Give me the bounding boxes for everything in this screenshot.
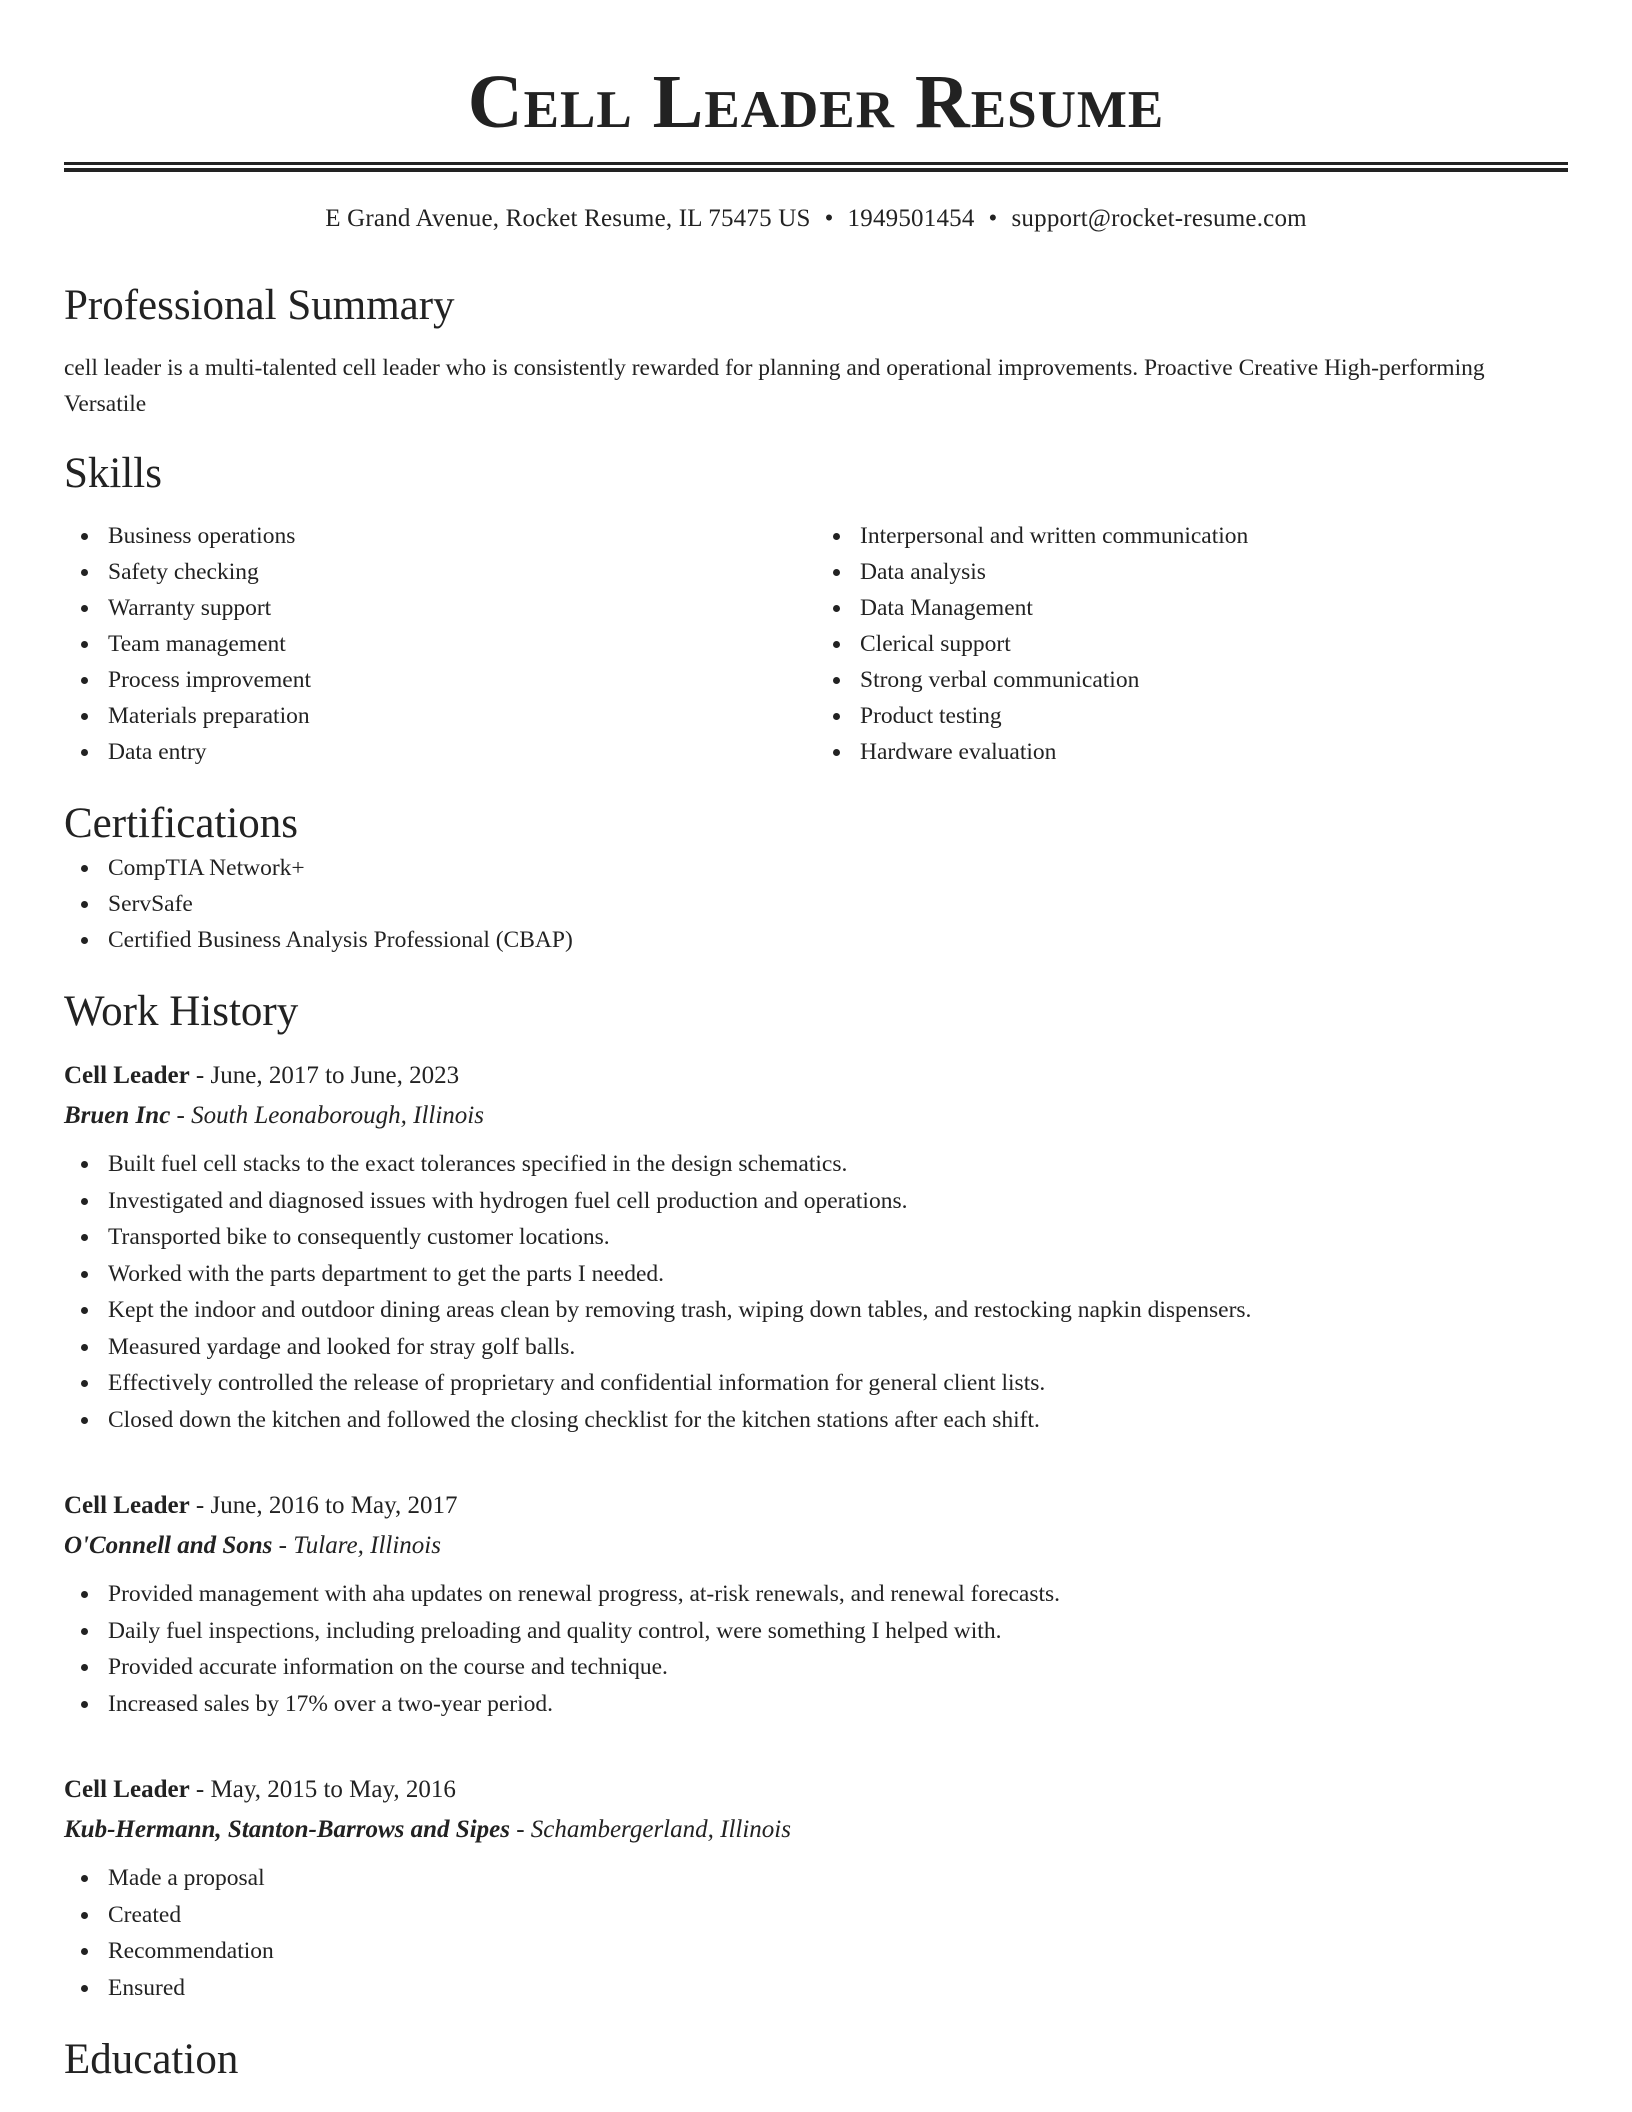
- job-employer-line: [64, 1526, 1568, 1566]
- contact-address: E Grand Avenue, Rocket Resume, IL 75475 US: [325, 205, 811, 232]
- skill-item: Clerical support: [816, 626, 1568, 662]
- certifications-heading: Certifications: [64, 800, 299, 847]
- job-duty: Increased sales by 17% over a two-year period.: [64, 1686, 1568, 1723]
- skills-list-right: [816, 518, 1568, 770]
- skill-item: Interpersonal and written communication: [816, 518, 1568, 554]
- job-duty: Investigated and diagnosed issues with hydrogen fuel cell production and operations.: [64, 1183, 1568, 1220]
- skill-item: Business operations: [64, 518, 816, 554]
- job-header: [64, 1056, 1568, 1096]
- job-duty: Made a proposal: [64, 1860, 1568, 1897]
- job-title: Cell Leader: [64, 1062, 190, 1089]
- job-duty: Closed down the kitchen and followed the closing checklist for the kitchen stations after each shift.: [64, 1402, 1568, 1439]
- job-duty: Built fuel cell stacks to the exact tolerances specified in the design schematics.: [64, 1146, 1568, 1183]
- job-title: Cell Leader: [64, 1776, 190, 1803]
- job-entry: [64, 1056, 1568, 1438]
- job-location: - South Leonaborough, Illinois: [170, 1102, 484, 1129]
- job-location: - Schambergerland, Illinois: [509, 1816, 791, 1843]
- job-duty: Transported bike to consequently customer locations.: [64, 1219, 1568, 1256]
- summary-heading: Professional Summary: [64, 282, 455, 329]
- certification-item: ServSafe: [64, 886, 1568, 922]
- skill-item: Data entry: [64, 734, 816, 770]
- resume-title: Cell Leader Resume: [467, 60, 1165, 144]
- job-dates: - May, 2015 to May, 2016: [189, 1776, 456, 1803]
- job-duties-list: [64, 1146, 1568, 1438]
- contact-separator: •: [824, 205, 834, 232]
- job-duty: Worked with the parts department to get the parts I needed.: [64, 1256, 1568, 1293]
- job-employer: O'Connell and Sons: [64, 1532, 273, 1559]
- skills-columns: [64, 518, 1568, 770]
- skill-item: Hardware evaluation: [816, 734, 1568, 770]
- job-dates: - June, 2016 to May, 2017: [189, 1492, 458, 1519]
- skill-item: Data Management: [816, 590, 1568, 626]
- skills-heading: Skills: [64, 450, 162, 497]
- skill-item: Product testing: [816, 698, 1568, 734]
- work-history-heading: Work History: [64, 988, 299, 1035]
- contact-email: support@rocket-resume.com: [1011, 205, 1307, 232]
- job-employer-line: [64, 1810, 1568, 1850]
- education-heading: Education: [64, 2036, 239, 2083]
- skill-item: Materials preparation: [64, 698, 816, 734]
- job-duty: Created: [64, 1897, 1568, 1934]
- job-duties-list: [64, 1860, 1568, 2006]
- job-duty: Kept the indoor and outdoor dining areas clean by removing trash, wiping down tables, and restocking napkin dispensers.: [64, 1292, 1568, 1329]
- skill-item: Strong verbal communication: [816, 662, 1568, 698]
- job-duty: Measured yardage and looked for stray golf balls.: [64, 1329, 1568, 1366]
- skill-item: Safety checking: [64, 554, 816, 590]
- job-duty: Recommendation: [64, 1933, 1568, 1970]
- job-duty: Effectively controlled the release of proprietary and confidential information for general client lists.: [64, 1365, 1568, 1402]
- job-duty: Provided accurate information on the course and technique.: [64, 1649, 1568, 1686]
- contact-phone: 1949501454: [847, 205, 975, 232]
- certifications-list: [64, 850, 1568, 958]
- certification-item: Certified Business Analysis Professional (CBAP): [64, 922, 1568, 958]
- job-duty: Daily fuel inspections, including preloading and quality control, were something I helped with.: [64, 1613, 1568, 1650]
- job-duty: Ensured: [64, 1970, 1568, 2007]
- job-entry: [64, 1770, 1568, 2006]
- skill-item: Team management: [64, 626, 816, 662]
- summary-text: cell leader is a multi-talented cell leader who is consistently rewarded for planning and operational improvements. Proactive Creative High-performing Versatile: [64, 355, 1485, 417]
- certification-item: CompTIA Network+: [64, 850, 1568, 886]
- contact-line: [64, 202, 1568, 236]
- job-duties-list: [64, 1576, 1568, 1722]
- job-location: - Tulare, Illinois: [272, 1532, 441, 1559]
- title-divider: [64, 162, 1568, 172]
- job-employer: Kub-Hermann, Stanton-Barrows and Sipes: [64, 1816, 510, 1843]
- job-header: [64, 1486, 1568, 1526]
- skill-item: Process improvement: [64, 662, 816, 698]
- job-header: [64, 1770, 1568, 1810]
- skill-item: Warranty support: [64, 590, 816, 626]
- job-duty: Provided management with aha updates on renewal progress, at-risk renewals, and renewal forecasts.: [64, 1576, 1568, 1613]
- contact-separator: •: [988, 205, 998, 232]
- job-employer-line: [64, 1096, 1568, 1136]
- job-entry: [64, 1486, 1568, 1722]
- job-title: Cell Leader: [64, 1492, 190, 1519]
- skill-item: Data analysis: [816, 554, 1568, 590]
- job-employer: Bruen Inc: [64, 1102, 171, 1129]
- skills-list-left: [64, 518, 816, 770]
- job-dates: - June, 2017 to June, 2023: [189, 1062, 460, 1089]
